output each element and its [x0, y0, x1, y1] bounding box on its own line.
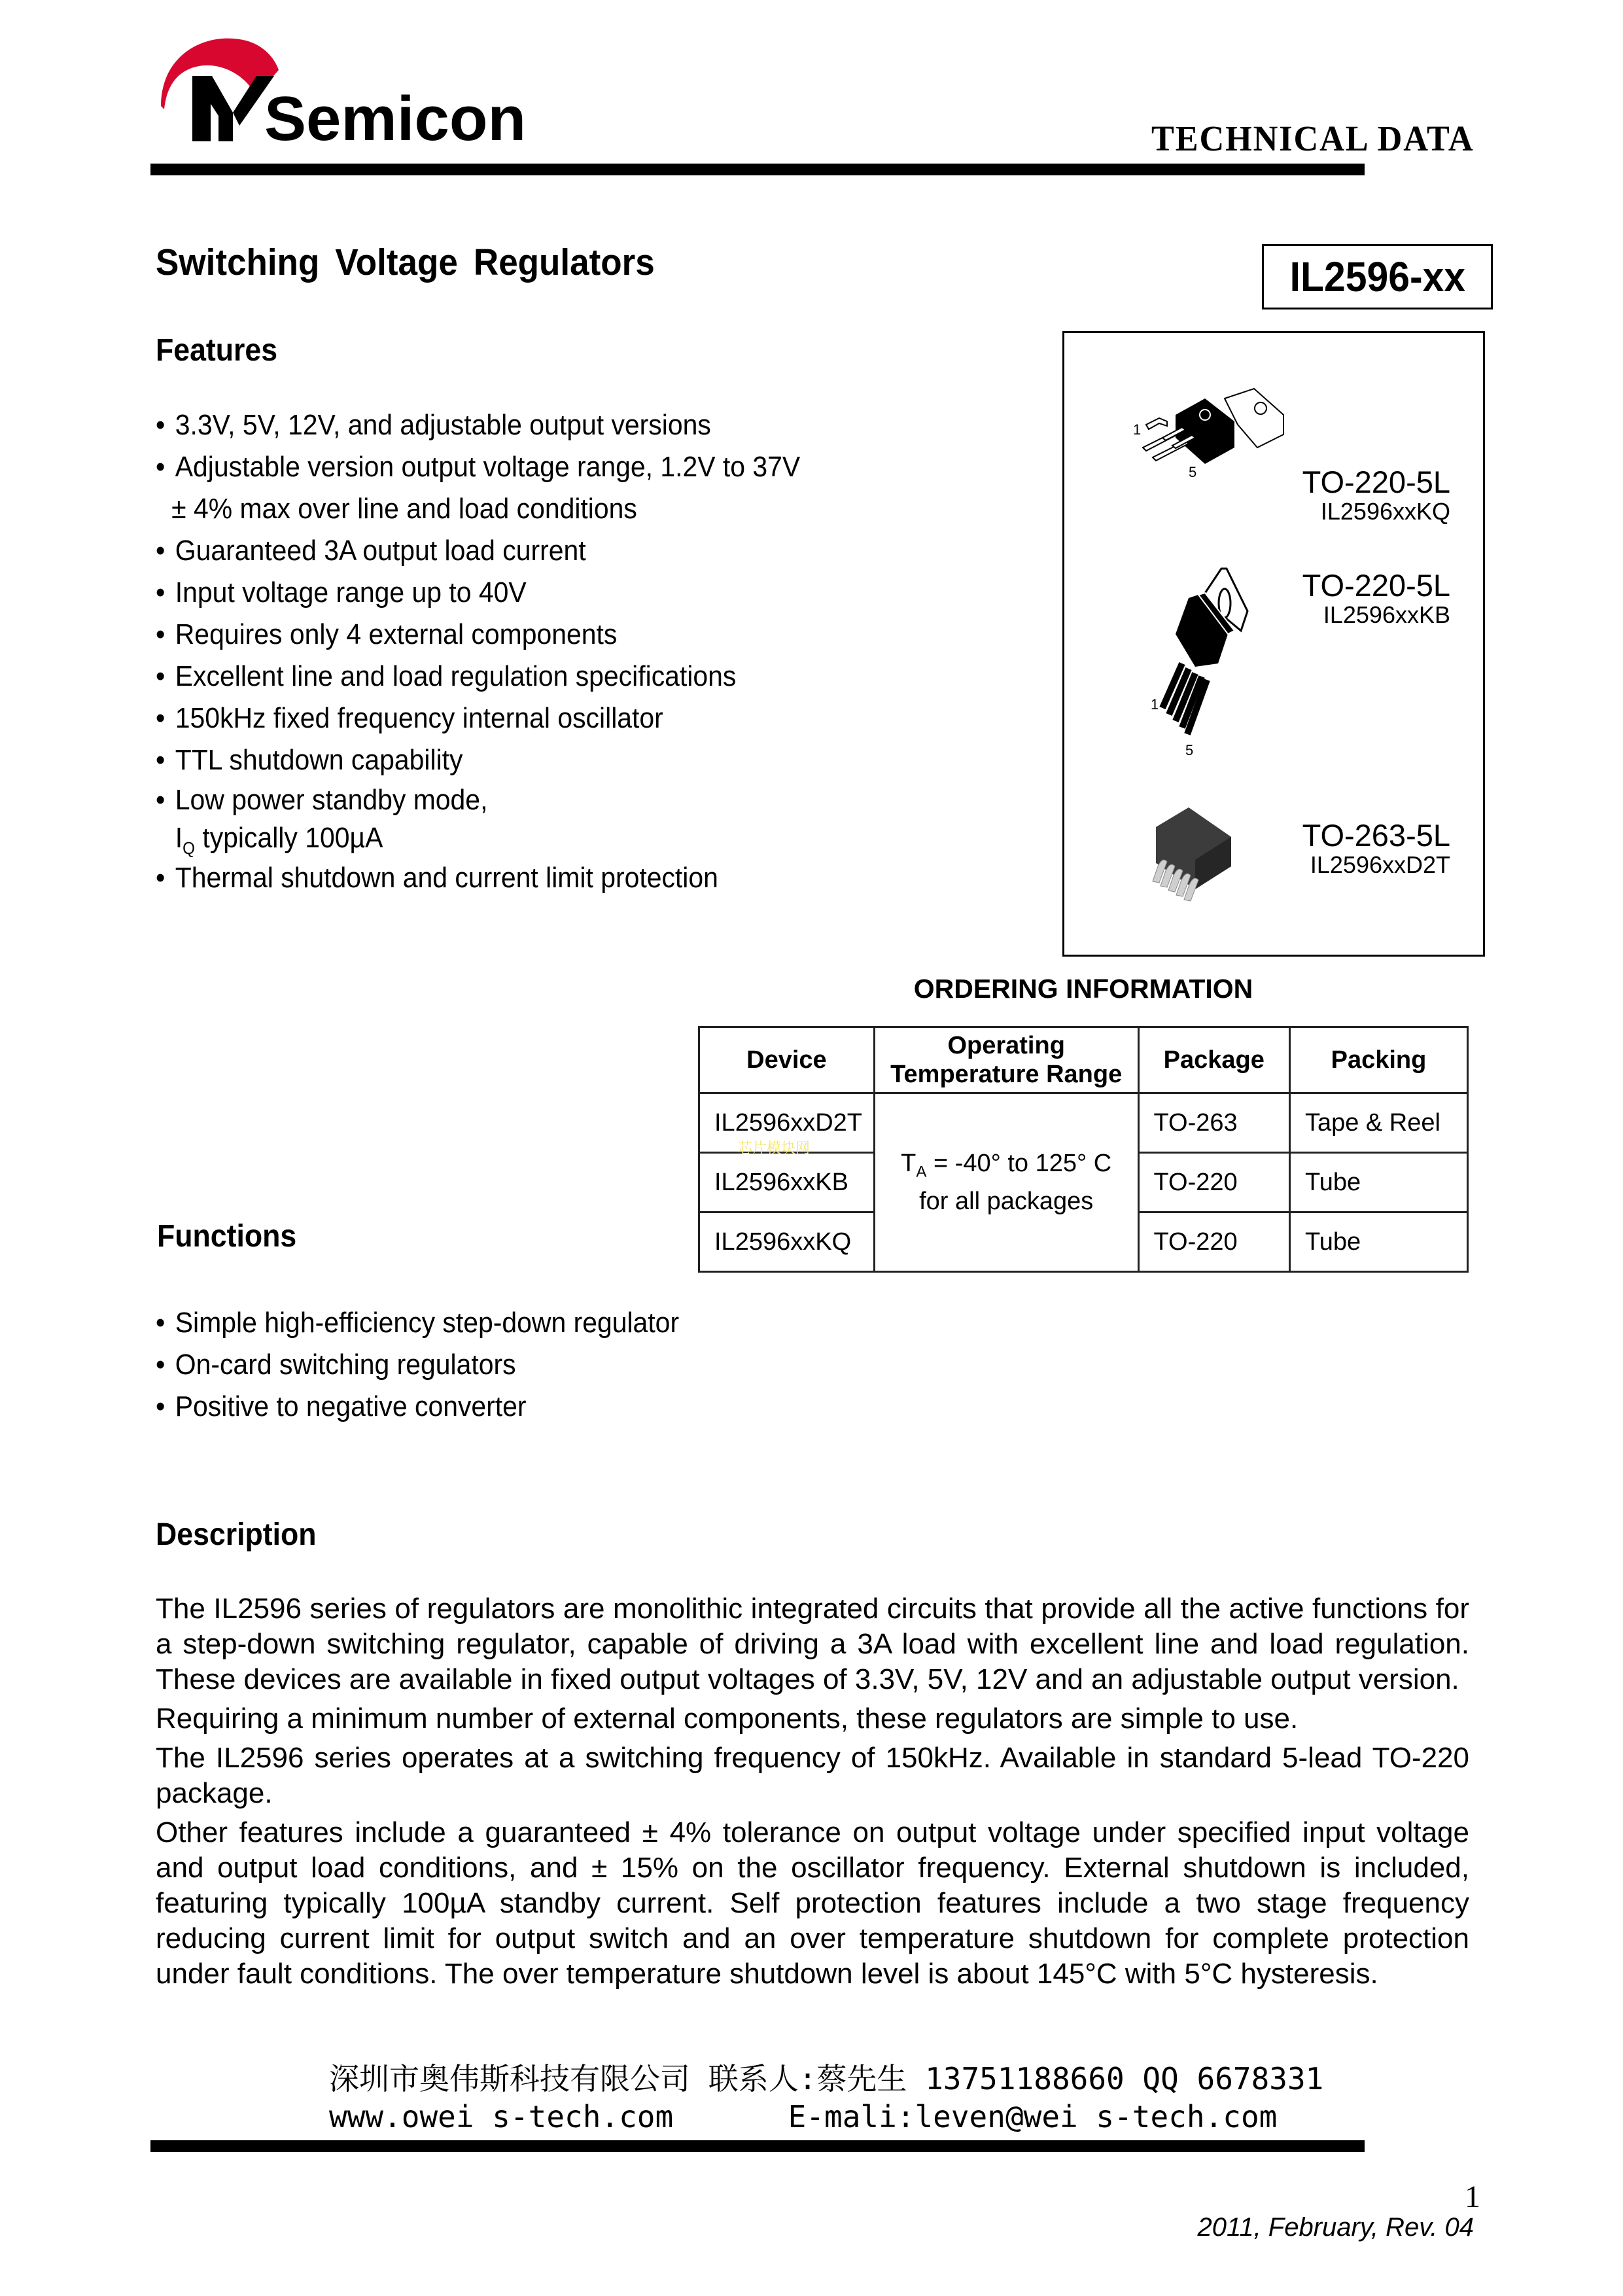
feature-item-continued: $I_Q$ typically 100µA [175, 822, 383, 858]
package-illustrations-panel [1062, 331, 1485, 957]
device-cell: IL2596xxKQ [699, 1212, 875, 1272]
column-header-package: Package [1138, 1027, 1289, 1093]
watermark-text: 芯片模块网 [738, 1140, 811, 1156]
page-number: 1 [1465, 2180, 1480, 2214]
description-paragraph: The IL2596 series operates at a switching frequency of 150kHz. Available in standard 5-lead TO-220 package. [156, 1742, 1469, 1809]
feature-item: • Guaranteed 3A output load current [156, 535, 586, 567]
packing-cell: Tape & Reel [1289, 1093, 1467, 1153]
to220-kq-package-icon [1126, 385, 1283, 484]
package-name: TO-220-5L [1302, 465, 1450, 499]
part-number-box [1262, 244, 1493, 309]
to263-d2t-package-icon [1140, 804, 1257, 902]
description-body [156, 1591, 1469, 1996]
package-name: TO-220-5L [1302, 568, 1450, 603]
feature-item-continued: ± 4% max over line and load conditions [171, 493, 637, 525]
function-item: • Simple high-efficiency step-down regulator [156, 1307, 680, 1339]
to220-kb-package-icon [1149, 559, 1267, 758]
feature-item: • Excellent line and load regulation specifications [156, 660, 737, 692]
device-cell: IL2596xxKB [699, 1153, 875, 1212]
package-cell: TO-220 [1138, 1153, 1289, 1212]
package-part-number: IL2596xxKB [1323, 601, 1450, 628]
feature-item: • Thermal shutdown and current limit protection [156, 862, 718, 894]
ik-semicon-logo-icon [154, 34, 560, 154]
description-paragraph: Requiring a minimum number of external components, these regulators are simple to use. [156, 1703, 1299, 1735]
svg-text:1: 1 [1151, 696, 1159, 713]
contact-web-email-line [329, 2098, 1323, 2136]
description-paragraph: The IL2596 series of regulators are monolithic integrated circuits that provide all the active functions for a step-down switching regulator, capable of driving a 3A load with excellent line and load regulation. These devices are available in fixed output voltages of 3.3V, 5V, 12V and an adjustable output version. [156, 1593, 1469, 1695]
footer-rule [150, 2140, 1365, 2152]
functions-list [156, 1302, 679, 1428]
svg-text:1: 1 [1133, 421, 1142, 438]
feature-item: • Requires only 4 external components [156, 618, 618, 650]
revision-date: 2011, February, Rev. 04 [1197, 2213, 1474, 2242]
part-number: IL2596-xx [1289, 253, 1465, 300]
package-name: TO-263-5L [1302, 818, 1450, 853]
package-cell: TO-220 [1138, 1212, 1289, 1272]
description-heading: Description [156, 1517, 317, 1552]
page-title: Switching Voltage Regulators [156, 241, 655, 283]
package-part-number: IL2596xxKQ [1320, 498, 1450, 525]
feature-item: • TTL shutdown capability [156, 744, 463, 776]
ordering-information-title: ORDERING INFORMATION [913, 974, 1253, 1004]
feature-item: • 3.3V, 5V, 12V, and adjustable output versions [156, 409, 711, 441]
temperature-cell: $T_A = -40^\circ$ to 125° C for all packages [874, 1093, 1138, 1272]
features-heading: Features [156, 333, 278, 368]
package-part-number: IL2596xxD2T [1310, 851, 1450, 878]
table-row [699, 1093, 1468, 1153]
column-header-device: Device [699, 1027, 875, 1093]
header-rule [150, 164, 1365, 175]
technical-data-label: TECHNICAL DATA [1151, 118, 1475, 158]
company-logo [154, 34, 560, 154]
website-link[interactable]: www.owei s-tech.com [329, 2099, 674, 2134]
description-paragraph: Other features include a guaranteed ± 4% tolerance on output voltage under specified input voltage and output load conditions, and ± 15% on the oscillator frequency. External shutdown is included, featuring typically 100µA standby current. Self protection features include a two stage frequency reducing current limit for output switch and an over temperature shutdown for complete protection under fault conditions. The over temperature shutdown level is about 145°C with 5°C hysteresis. [156, 1816, 1469, 1990]
contact-line: 深圳市奥伟斯科技有限公司 联系人:蔡先生 13751188660 QQ 6678331 [329, 2061, 1324, 2096]
svg-text:5: 5 [1189, 464, 1197, 480]
column-header-packing: Packing [1289, 1027, 1467, 1093]
feature-item: • Adjustable version output voltage range, 1.2V to 37V [156, 451, 801, 483]
function-item: • Positive to negative converter [156, 1390, 527, 1422]
feature-item: • Low power standby mode, [156, 784, 488, 816]
svg-text:5: 5 [1185, 742, 1194, 758]
column-header-temperature: Operating Temperature Range [874, 1027, 1138, 1093]
functions-heading: Functions [157, 1219, 297, 1254]
feature-item: • 150kHz fixed frequency internal oscillator [156, 702, 663, 734]
ordering-table [698, 1026, 1469, 1273]
packing-cell: Tube [1289, 1153, 1467, 1212]
features-list [156, 404, 800, 899]
email-link[interactable]: E-mali:leven@wei s-tech.com [788, 2099, 1278, 2134]
contact-info [329, 2060, 1323, 2136]
feature-item: • Input voltage range up to 40V [156, 576, 527, 609]
package-cell: TO-263 [1138, 1093, 1289, 1153]
table-header-row [699, 1027, 1468, 1093]
svg-text:Semicon: Semicon [264, 84, 527, 154]
device-cell: IL2596xxD2T [699, 1093, 875, 1153]
packing-cell: Tube [1289, 1212, 1467, 1272]
function-item: • On-card switching regulators [156, 1349, 516, 1381]
